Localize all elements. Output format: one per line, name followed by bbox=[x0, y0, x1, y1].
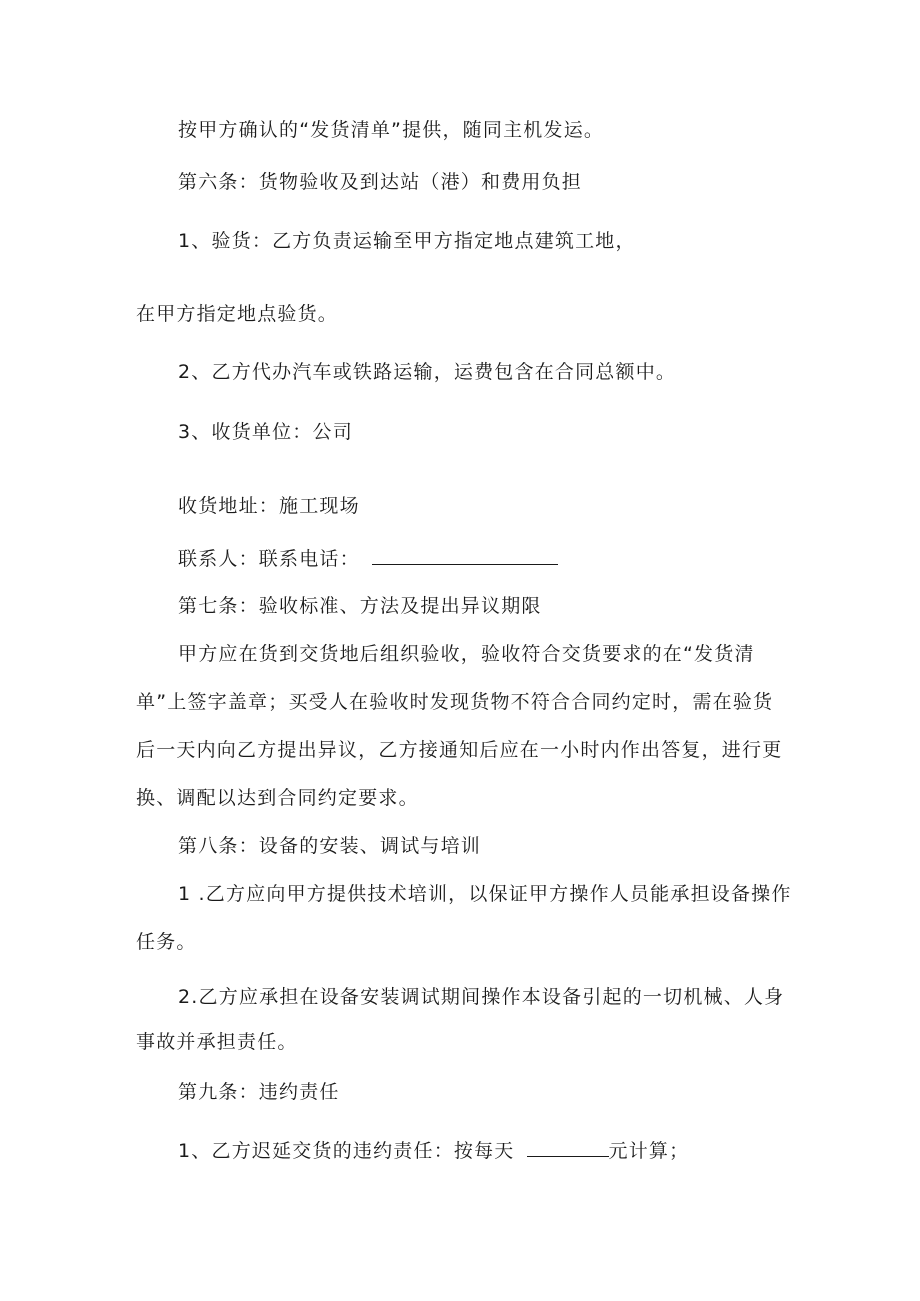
paragraph-line: 后一天内向乙方提出异议，乙方接通知后应在一小时内作出答复，进行更 bbox=[136, 739, 783, 761]
paragraph-line: 2.乙方应承担在设备安装调试期间操作本设备引起的一切机械、人身 bbox=[178, 986, 785, 1008]
section-heading-8: 第八条：设备的安装、调试与培训 bbox=[178, 835, 482, 857]
paragraph-line: 甲方应在货到交货地后组织验收，验收符合交货要求的在“发货清 bbox=[178, 643, 755, 665]
paragraph-line: 换、调配以达到合同约定要求。 bbox=[136, 787, 419, 809]
paragraph-line: 事故并承担责任。 bbox=[136, 1031, 298, 1053]
penalty-suffix: 元计算； bbox=[608, 1140, 690, 1162]
penalty-label: 1、乙方迟延交货的违约责任：按每天 bbox=[178, 1140, 515, 1162]
paragraph-line: 3、收货单位：公司 bbox=[178, 421, 353, 443]
section-heading-7: 第七条：验收标准、方法及提出异议期限 bbox=[178, 595, 542, 617]
section-heading-6: 第六条：货物验收及到达站（港）和费用负担 bbox=[178, 171, 583, 193]
amount-blank bbox=[527, 1138, 609, 1157]
paragraph-line: 在甲方指定地点验货。 bbox=[136, 303, 339, 325]
phone-blank bbox=[372, 546, 558, 565]
contact-line bbox=[178, 546, 558, 571]
paragraph-line: 1 .乙方应向甲方提供技术培训，以保证甲方操作人员能承担设备操作 bbox=[178, 883, 792, 905]
penalty-line bbox=[178, 1138, 689, 1163]
paragraph-line: 按甲方确认的“发货清单”提供，随同主机发运。 bbox=[178, 119, 605, 141]
paragraph-line: 收货地址：施工现场 bbox=[178, 495, 360, 517]
paragraph-line: 任务。 bbox=[136, 931, 197, 953]
paragraph-line: 2、乙方代办汽车或铁路运输，运费包含在合同总额中。 bbox=[178, 361, 677, 383]
contact-label: 联系人：联系电话： bbox=[178, 548, 360, 570]
section-heading-9: 第九条：违约责任 bbox=[178, 1081, 340, 1103]
paragraph-line: 单”上签字盖章；买受人在验收时发现货物不符合合同约定时，需在验货 bbox=[136, 691, 774, 713]
paragraph-line: 1、验货：乙方负责运输至甲方指定地点建筑工地， bbox=[178, 230, 636, 252]
